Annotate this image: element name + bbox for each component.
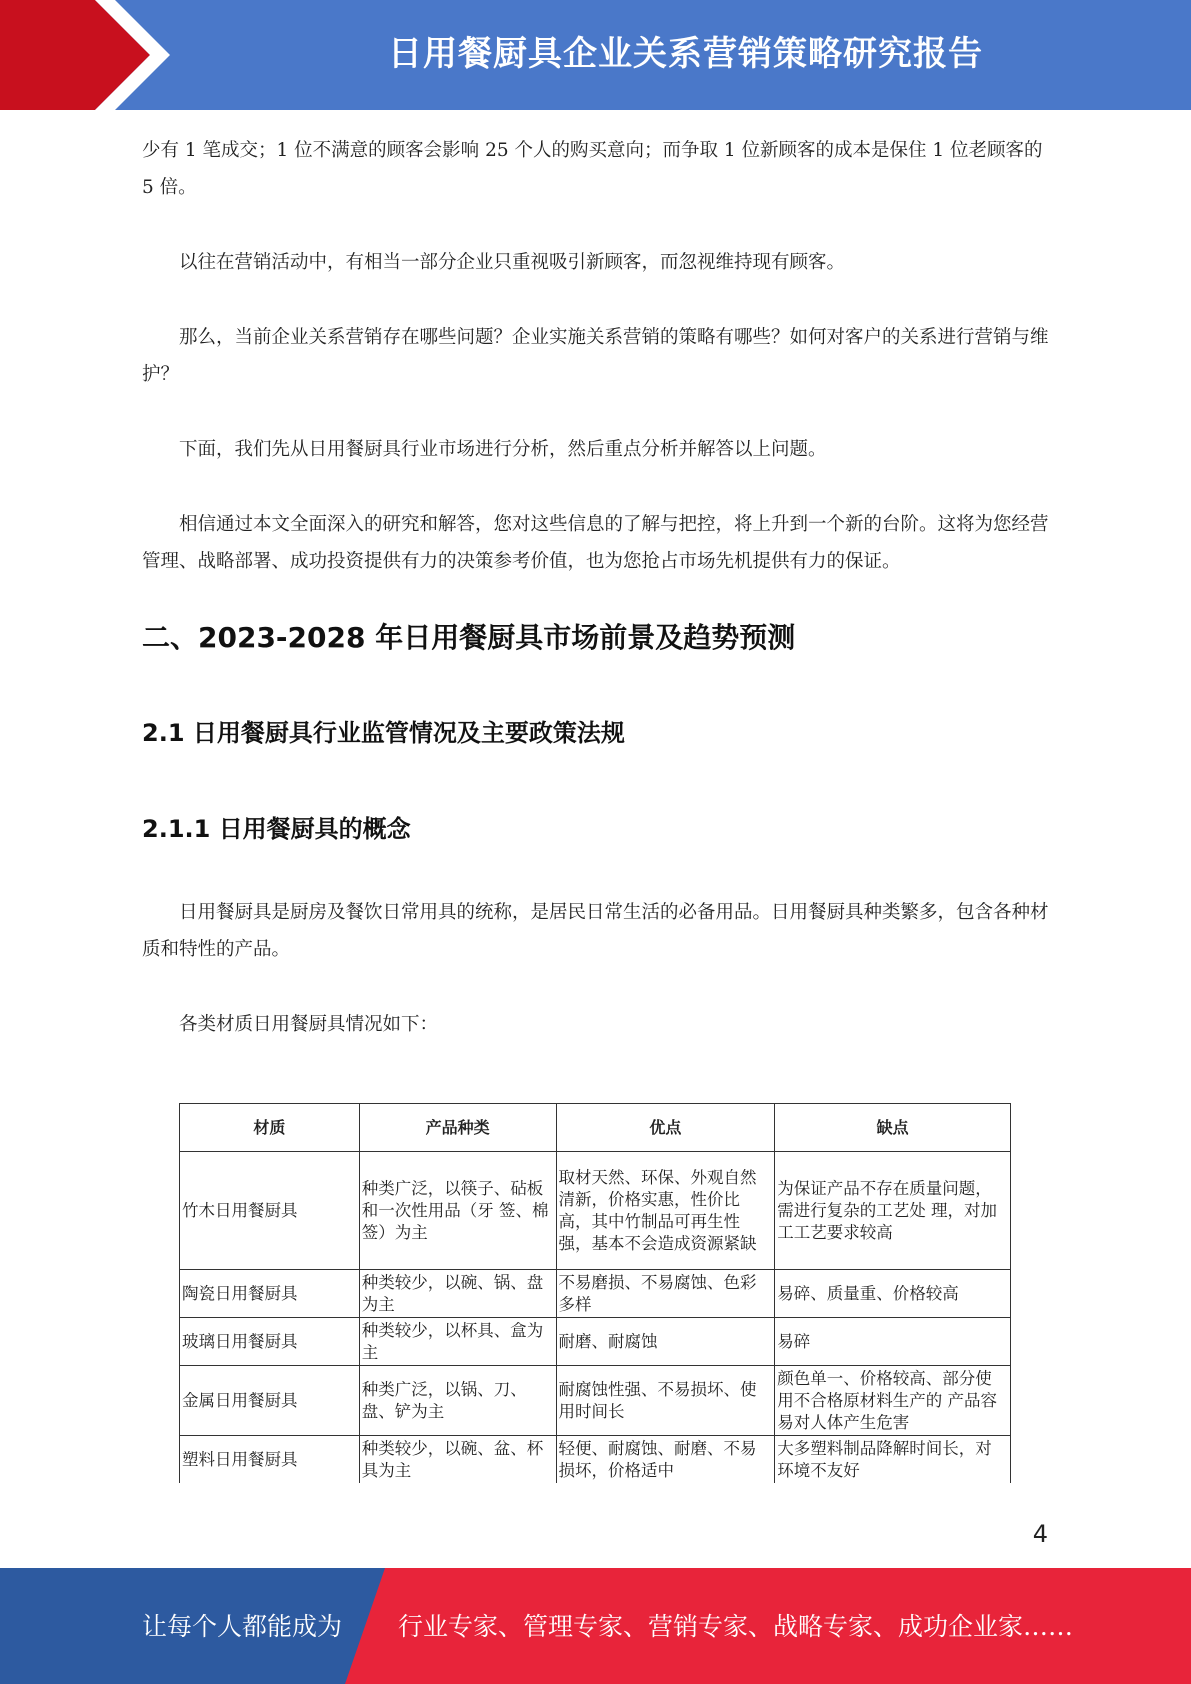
paragraph-1: 少有 1 笔成交；1 位不满意的顾客会影响 25 个人的购买意向；而争取 1 位新顾客的成本是保住 1 位老顾客的 5 倍。	[142, 140, 1043, 198]
page-number: 4	[1032, 1520, 1048, 1548]
table-cell: 种类较少，以杯具、盒为主	[359, 1318, 556, 1366]
subsection-heading: 2.1 日用餐厨具行业监管情况及主要政策法规	[142, 719, 625, 747]
concept-paragraph: 日用餐厨具是厨房及餐饮日常用具的统称，是居民日常生活的必备用品。日用餐厨具种类繁多，包含各种材质和特性的产品。	[142, 902, 1049, 960]
page-content	[142, 132, 1052, 1081]
paragraph-3: 那么，当前企业关系营销存在哪些问题？企业实施关系营销的策略有哪些？如何对客户的关系进行营销与维护？	[142, 327, 1049, 385]
table-cell: 为保证产品不存在质量问题，需进行复杂的工艺处 理，对加工工艺要求较高	[775, 1152, 1011, 1270]
footer-slogan-right: 行业专家、管理专家、营销专家、战略专家、成功企业家……	[398, 1612, 1074, 1641]
table-header-cell: 优点	[556, 1104, 775, 1152]
table-cell: 金属日用餐厨具	[180, 1366, 360, 1436]
table-intro: 各类材质日用餐厨具情况如下：	[179, 1014, 439, 1035]
table-row	[180, 1318, 1011, 1366]
report-title: 日用餐厨具企业关系营销策略研究报告	[388, 34, 983, 74]
table-row	[180, 1152, 1011, 1270]
table-cell: 大多塑料制品降解时间长，对环境不友好	[775, 1436, 1011, 1484]
subsubsection-heading: 2.1.1 日用餐厨具的概念	[142, 815, 411, 843]
materials-table-container	[179, 1103, 1011, 1483]
table-header-cell: 缺点	[775, 1104, 1011, 1152]
paragraph-4: 下面，我们先从日用餐厨具行业市场进行分析，然后重点分析并解答以上问题。	[179, 439, 827, 460]
table-cell: 种类较少，以碗、盆、杯具为主	[359, 1436, 556, 1484]
table-cell: 陶瓷日用餐厨具	[180, 1270, 360, 1318]
table-cell: 不易磨损、不易腐蚀、色彩多样	[556, 1270, 775, 1318]
table-cell: 取材天然、环保、外观自然清新，价格实惠，性价比高，其中竹制品可再生性强，基本不会造成资源紧缺	[556, 1152, 775, 1270]
section-heading: 二、2023-2028 年日用餐厨具市场前景及趋势预测	[142, 621, 796, 654]
table-cell: 种类广泛，以锅、刀、盘、铲为主	[359, 1366, 556, 1436]
table-row	[180, 1436, 1011, 1484]
table-cell: 颜色单一、价格较高、部分使用不合格原材料生产的 产品容易对人体产生危害	[775, 1366, 1011, 1436]
table-cell: 耐磨、耐腐蚀	[556, 1318, 775, 1366]
table-cell: 易碎、质量重、价格较高	[775, 1270, 1011, 1318]
materials-table	[179, 1103, 1011, 1483]
table-cell: 种类广泛，以筷子、砧板和一次性用品（牙 签、棉签）为主	[359, 1152, 556, 1270]
page-footer	[0, 1568, 1191, 1684]
table-cell: 易碎	[775, 1318, 1011, 1366]
footer-slogan-left: 让每个人都能成为	[142, 1612, 343, 1641]
table-header-cell: 材质	[180, 1104, 360, 1152]
table-cell: 轻便、耐腐蚀、耐磨、不易损坏，价格适中	[556, 1436, 775, 1484]
table-cell: 玻璃日用餐厨具	[180, 1318, 360, 1366]
table-row	[180, 1270, 1011, 1318]
table-cell: 竹木日用餐厨具	[180, 1152, 360, 1270]
table-cell: 种类较少，以碗、锅、盘为主	[359, 1270, 556, 1318]
paragraph-2: 以往在营销活动中，有相当一部分企业只重视吸引新顾客，而忽视维持现有顾客。	[179, 252, 846, 273]
page-header	[0, 0, 1191, 110]
paragraph-5: 相信通过本文全面深入的研究和解答，您对这些信息的了解与把控，将上升到一个新的台阶。这将为您经营管理、战略部署、成功投资提供有力的决策参考价值，也为您抢占市场先机提供有力的保证。	[142, 514, 1049, 572]
table-row	[180, 1366, 1011, 1436]
table-header-cell: 产品种类	[359, 1104, 556, 1152]
table-cell: 塑料日用餐厨具	[180, 1436, 360, 1484]
table-cell: 耐腐蚀性强、不易损坏、使用时间长	[556, 1366, 775, 1436]
table-header-row	[180, 1104, 1011, 1152]
